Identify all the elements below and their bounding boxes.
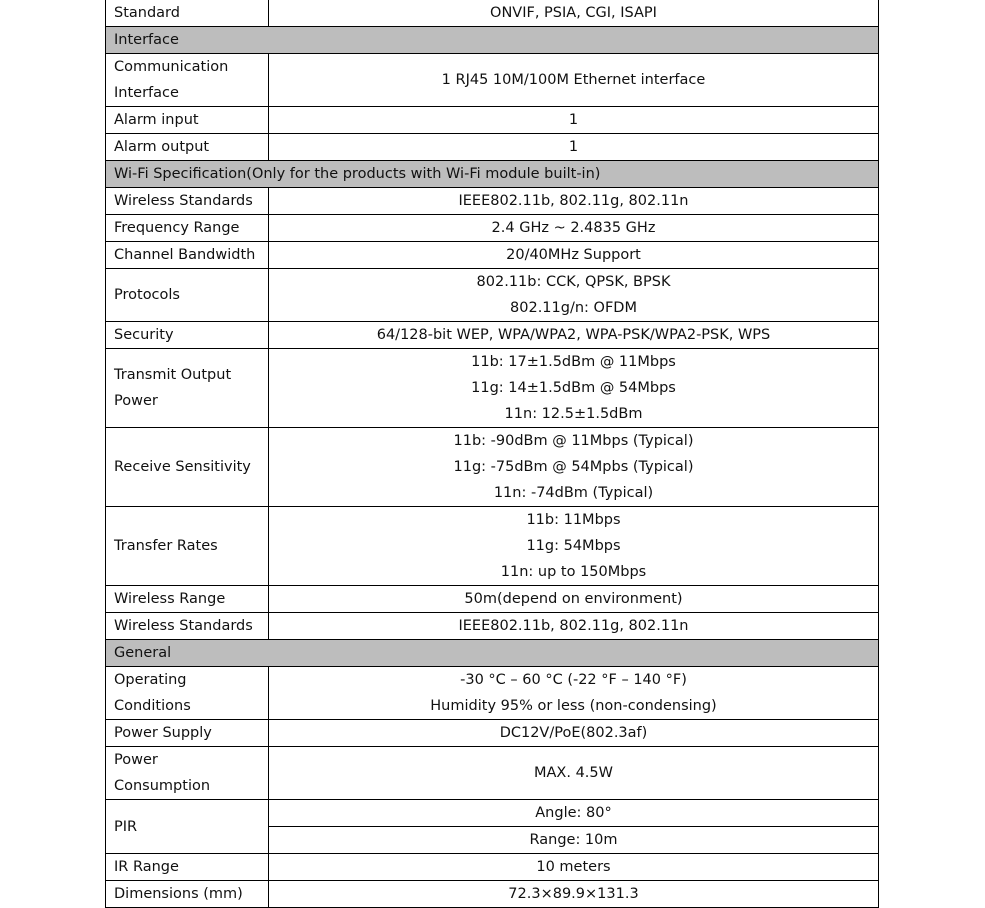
dimensions-value: 72.3×89.9×131.3 xyxy=(269,881,879,908)
pir-label: PIR xyxy=(106,800,269,854)
wireless-range-value: 50m(depend on environment) xyxy=(269,586,879,613)
transmit-label-line1 xyxy=(114,362,260,388)
dimensions-label: Dimensions (mm) xyxy=(106,881,269,908)
power-consumption-line2: Consumption xyxy=(114,778,211,794)
rx-sensitivity-line: 11b: -90dBm @ 11Mbps (Typical) xyxy=(453,433,694,449)
transmit-label-line2: Power xyxy=(114,393,158,409)
power-supply-label: Power Supply xyxy=(106,720,269,747)
transmit-output-power-value xyxy=(269,349,879,428)
pir-range-value: Range: 10m xyxy=(269,827,879,854)
row-dimensions xyxy=(106,881,879,908)
section-wifi-title: Wi-Fi Specification(Only for the products with Wi-Fi module built-in) xyxy=(106,161,879,188)
wireless-range-label: Wireless Range xyxy=(106,586,269,613)
section-wifi xyxy=(106,161,879,188)
power-consumption-value: MAX. 4.5W xyxy=(269,747,879,800)
operating-label-line2: Conditions xyxy=(114,698,191,714)
transfer-rate-line: 11b: 11Mbps xyxy=(526,512,621,528)
power-supply-value: DC12V/PoE(802.3af) xyxy=(269,720,879,747)
security-label: Security xyxy=(106,322,269,349)
alarm-input-label: Alarm input xyxy=(106,107,269,134)
row-pir-angle xyxy=(106,800,879,827)
channel-bandwidth-value: 20/40MHz Support xyxy=(269,242,879,269)
transfer-rates-value xyxy=(269,507,879,586)
section-general xyxy=(106,640,879,667)
row-protocols xyxy=(106,269,879,322)
protocols-line: 802.11b: CCK, QPSK, BPSK xyxy=(476,274,671,290)
row-alarm-output xyxy=(106,134,879,161)
operating-conditions-value xyxy=(269,667,879,720)
wireless-standards-2-value: IEEE802.11b, 802.11g, 802.11n xyxy=(269,613,879,640)
alarm-input-value: 1 xyxy=(269,107,879,134)
protocols-label: Protocols xyxy=(106,269,269,322)
communication-interface-label xyxy=(106,54,269,107)
wireless-standards-value: IEEE802.11b, 802.11g, 802.11n xyxy=(269,188,879,215)
wireless-standards-2-label: Wireless Standards xyxy=(106,613,269,640)
alarm-output-label: Alarm output xyxy=(106,134,269,161)
power-consumption-label xyxy=(106,747,269,800)
tx-power-line: 11b: 17±1.5dBm @ 11Mbps xyxy=(471,354,676,370)
ir-range-value: 10 meters xyxy=(269,854,879,881)
row-wireless-standards xyxy=(106,188,879,215)
output-word: Output xyxy=(180,367,232,383)
rx-sensitivity-line: 11n: -74dBm (Typical) xyxy=(493,485,654,501)
rx-sensitivity-line: 11g: -75dBm @ 54Mpbs (Typical) xyxy=(453,459,694,475)
receive-sensitivity-value xyxy=(269,428,879,507)
transfer-rate-line: 11n: up to 150Mbps xyxy=(500,564,647,580)
communication-label-line2: Interface xyxy=(114,85,179,101)
channel-bandwidth-label: Channel Bandwidth xyxy=(106,242,269,269)
section-interface-title: Interface xyxy=(106,27,879,54)
security-value: 64/128-bit WEP, WPA/WPA2, WPA-PSK/WPA2-PSK, WPS xyxy=(269,322,879,349)
standard-value: ONVIF, PSIA, CGI, ISAPI xyxy=(269,0,879,27)
operating-label-line1: Operating xyxy=(114,672,187,688)
row-operating-conditions xyxy=(106,667,879,720)
section-general-title: General xyxy=(106,640,879,667)
row-receive-sensitivity xyxy=(106,428,879,507)
row-security xyxy=(106,322,879,349)
transmit-word: Transmit xyxy=(114,367,177,383)
row-power-supply xyxy=(106,720,879,747)
protocols-line: 802.11g/n: OFDM xyxy=(510,300,637,316)
row-wireless-standards-2 xyxy=(106,613,879,640)
operating-line: -30 °C – 60 °C (-22 °F – 140 °F) xyxy=(460,672,687,688)
alarm-output-value: 1 xyxy=(269,134,879,161)
row-channel-bandwidth xyxy=(106,242,879,269)
row-transfer-rates xyxy=(106,507,879,586)
row-communication-interface xyxy=(106,54,879,107)
spec-table xyxy=(105,0,879,908)
standard-label: Standard xyxy=(106,0,269,27)
row-power-consumption xyxy=(106,747,879,800)
transfer-rates-label: Transfer Rates xyxy=(106,507,269,586)
tx-power-line: 11n: 12.5±1.5dBm xyxy=(504,406,643,422)
tx-power-line: 11g: 14±1.5dBm @ 54Mbps xyxy=(471,380,676,396)
receive-sensitivity-label: Receive Sensitivity xyxy=(106,428,269,507)
wireless-standards-label: Wireless Standards xyxy=(106,188,269,215)
operating-conditions-label xyxy=(106,667,269,720)
row-wireless-range xyxy=(106,586,879,613)
communication-interface-value: 1 RJ45 10M/100M Ethernet interface xyxy=(269,54,879,107)
operating-line: Humidity 95% or less (non-condensing) xyxy=(430,698,717,714)
frequency-range-label: Frequency Range xyxy=(106,215,269,242)
row-frequency-range xyxy=(106,215,879,242)
transmit-output-power-label xyxy=(106,349,269,428)
row-ir-range xyxy=(106,854,879,881)
pir-angle-value: Angle: 80° xyxy=(269,800,879,827)
transfer-rate-line: 11g: 54Mbps xyxy=(526,538,621,554)
section-interface xyxy=(106,27,879,54)
row-standard xyxy=(106,0,879,27)
frequency-range-value: 2.4 GHz ~ 2.4835 GHz xyxy=(269,215,879,242)
row-transmit-output-power xyxy=(106,349,879,428)
row-alarm-input xyxy=(106,107,879,134)
protocols-value xyxy=(269,269,879,322)
power-consumption-line1: Power xyxy=(114,752,158,768)
communication-label-line1: Communication xyxy=(114,59,229,75)
ir-range-label: IR Range xyxy=(106,854,269,881)
